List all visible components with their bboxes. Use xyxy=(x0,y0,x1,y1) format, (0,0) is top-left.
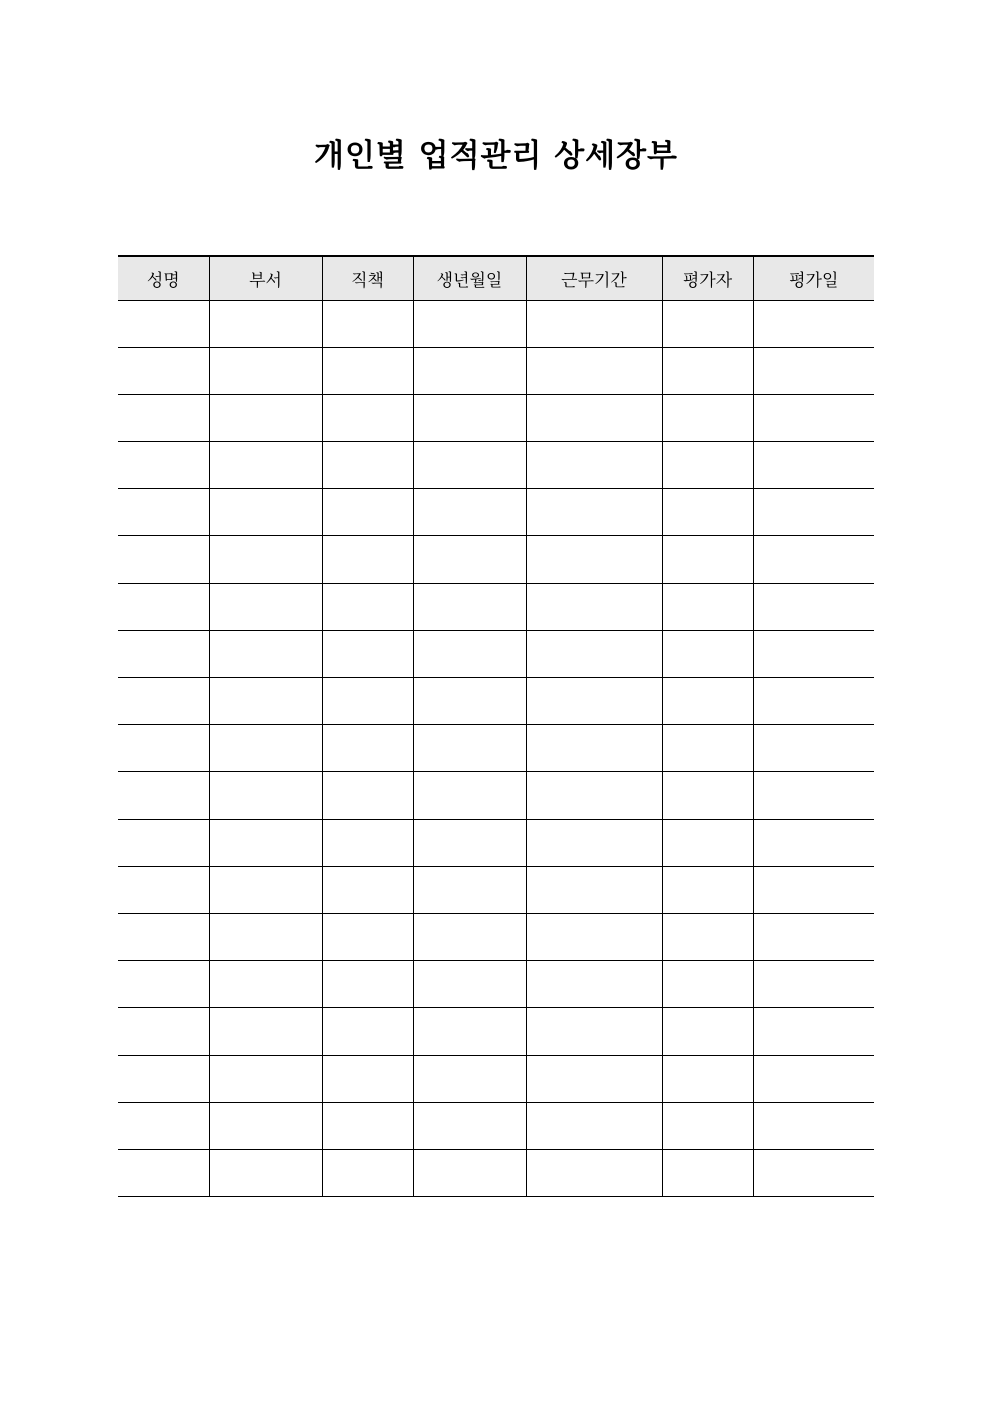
cell-evaluator[interactable] xyxy=(662,1055,753,1102)
table-row xyxy=(118,489,874,536)
header-department: 부서 xyxy=(209,256,322,300)
table-row xyxy=(118,772,874,819)
header-position: 직책 xyxy=(322,256,413,300)
cell-service-period[interactable] xyxy=(526,1102,662,1149)
cell-name[interactable] xyxy=(118,489,209,536)
table-row xyxy=(118,913,874,960)
cell-service-period[interactable] xyxy=(526,347,662,394)
cell-name[interactable] xyxy=(118,961,209,1008)
cell-department[interactable] xyxy=(209,630,322,677)
cell-department[interactable] xyxy=(209,489,322,536)
cell-name[interactable] xyxy=(118,536,209,583)
cell-department[interactable] xyxy=(209,819,322,866)
cell-name[interactable] xyxy=(118,1102,209,1149)
table-row xyxy=(118,394,874,441)
cell-birthdate[interactable] xyxy=(413,678,526,725)
cell-evaluator[interactable] xyxy=(662,394,753,441)
table-row xyxy=(118,630,874,677)
cell-position[interactable] xyxy=(322,1102,413,1149)
cell-evaluation-date[interactable] xyxy=(753,489,874,536)
table-row xyxy=(118,1149,874,1196)
cell-position[interactable] xyxy=(322,961,413,1008)
cell-department[interactable] xyxy=(209,347,322,394)
cell-name[interactable] xyxy=(118,442,209,489)
cell-evaluator[interactable] xyxy=(662,300,753,347)
cell-department[interactable] xyxy=(209,442,322,489)
cell-position[interactable] xyxy=(322,347,413,394)
cell-department[interactable] xyxy=(209,1055,322,1102)
cell-name[interactable] xyxy=(118,630,209,677)
header-service-period: 근무기간 xyxy=(526,256,662,300)
cell-birthdate[interactable] xyxy=(413,961,526,1008)
cell-service-period[interactable] xyxy=(526,913,662,960)
cell-evaluator[interactable] xyxy=(662,866,753,913)
cell-service-period[interactable] xyxy=(526,630,662,677)
cell-birthdate[interactable] xyxy=(413,1149,526,1196)
header-evaluator: 평가자 xyxy=(662,256,753,300)
cell-service-period[interactable] xyxy=(526,1008,662,1055)
cell-evaluation-date[interactable] xyxy=(753,442,874,489)
cell-name[interactable] xyxy=(118,347,209,394)
table-row xyxy=(118,1008,874,1055)
cell-position[interactable] xyxy=(322,913,413,960)
header-birthdate: 생년월일 xyxy=(413,256,526,300)
cell-department[interactable] xyxy=(209,1149,322,1196)
cell-service-period[interactable] xyxy=(526,1055,662,1102)
cell-birthdate[interactable] xyxy=(413,489,526,536)
cell-name[interactable] xyxy=(118,300,209,347)
cell-birthdate[interactable] xyxy=(413,913,526,960)
cell-birthdate[interactable] xyxy=(413,819,526,866)
cell-birthdate[interactable] xyxy=(413,1055,526,1102)
table-row xyxy=(118,678,874,725)
table-row xyxy=(118,725,874,772)
cell-evaluator[interactable] xyxy=(662,678,753,725)
cell-evaluation-date[interactable] xyxy=(753,1008,874,1055)
cell-name[interactable] xyxy=(118,819,209,866)
cell-position[interactable] xyxy=(322,583,413,630)
cell-position[interactable] xyxy=(322,489,413,536)
cell-name[interactable] xyxy=(118,772,209,819)
cell-evaluator[interactable] xyxy=(662,913,753,960)
cell-department[interactable] xyxy=(209,1008,322,1055)
page-title: 개인별 업적관리 상세장부 xyxy=(314,138,678,174)
table-row xyxy=(118,536,874,583)
header-row xyxy=(118,256,874,300)
header-name: 성명 xyxy=(118,256,209,300)
cell-evaluation-date[interactable] xyxy=(753,678,874,725)
cell-evaluator[interactable] xyxy=(662,961,753,1008)
cell-department[interactable] xyxy=(209,394,322,441)
table-row xyxy=(118,442,874,489)
cell-evaluator[interactable] xyxy=(662,725,753,772)
cell-name[interactable] xyxy=(118,725,209,772)
cell-evaluator[interactable] xyxy=(662,489,753,536)
cell-position[interactable] xyxy=(322,536,413,583)
cell-department[interactable] xyxy=(209,583,322,630)
cell-department[interactable] xyxy=(209,725,322,772)
performance-ledger-table xyxy=(118,255,874,1197)
cell-birthdate[interactable] xyxy=(413,1102,526,1149)
cell-name[interactable] xyxy=(118,1055,209,1102)
cell-position[interactable] xyxy=(322,1149,413,1196)
cell-position[interactable] xyxy=(322,394,413,441)
cell-evaluation-date[interactable] xyxy=(753,394,874,441)
cell-service-period[interactable] xyxy=(526,583,662,630)
cell-name[interactable] xyxy=(118,583,209,630)
cell-birthdate[interactable] xyxy=(413,347,526,394)
cell-service-period[interactable] xyxy=(526,489,662,536)
cell-service-period[interactable] xyxy=(526,678,662,725)
cell-birthdate[interactable] xyxy=(413,630,526,677)
cell-birthdate[interactable] xyxy=(413,394,526,441)
cell-service-period[interactable] xyxy=(526,866,662,913)
cell-name[interactable] xyxy=(118,1008,209,1055)
cell-birthdate[interactable] xyxy=(413,583,526,630)
cell-position[interactable] xyxy=(322,630,413,677)
table-row xyxy=(118,961,874,1008)
cell-name[interactable] xyxy=(118,866,209,913)
cell-evaluator[interactable] xyxy=(662,1008,753,1055)
cell-evaluation-date[interactable] xyxy=(753,866,874,913)
cell-position[interactable] xyxy=(322,772,413,819)
cell-evaluation-date[interactable] xyxy=(753,772,874,819)
table-row xyxy=(118,583,874,630)
cell-position[interactable] xyxy=(322,1055,413,1102)
cell-position[interactable] xyxy=(322,300,413,347)
table-row xyxy=(118,300,874,347)
cell-name[interactable] xyxy=(118,394,209,441)
cell-evaluator[interactable] xyxy=(662,442,753,489)
cell-birthdate[interactable] xyxy=(413,442,526,489)
cell-evaluation-date[interactable] xyxy=(753,300,874,347)
cell-evaluation-date[interactable] xyxy=(753,961,874,1008)
cell-birthdate[interactable] xyxy=(413,1008,526,1055)
cell-position[interactable] xyxy=(322,725,413,772)
cell-evaluation-date[interactable] xyxy=(753,1149,874,1196)
cell-department[interactable] xyxy=(209,300,322,347)
cell-position[interactable] xyxy=(322,678,413,725)
cell-service-period[interactable] xyxy=(526,819,662,866)
cell-birthdate[interactable] xyxy=(413,300,526,347)
cell-evaluation-date[interactable] xyxy=(753,536,874,583)
cell-evaluation-date[interactable] xyxy=(753,1055,874,1102)
cell-evaluator[interactable] xyxy=(662,772,753,819)
table-row xyxy=(118,819,874,866)
cell-position[interactable] xyxy=(322,1008,413,1055)
cell-service-period[interactable] xyxy=(526,442,662,489)
cell-evaluator[interactable] xyxy=(662,819,753,866)
cell-birthdate[interactable] xyxy=(413,536,526,583)
table-row xyxy=(118,1102,874,1149)
cell-service-period[interactable] xyxy=(526,300,662,347)
cell-service-period[interactable] xyxy=(526,961,662,1008)
cell-department[interactable] xyxy=(209,1102,322,1149)
table-row xyxy=(118,1055,874,1102)
cell-department[interactable] xyxy=(209,866,322,913)
cell-service-period[interactable] xyxy=(526,1149,662,1196)
cell-evaluation-date[interactable] xyxy=(753,583,874,630)
cell-birthdate[interactable] xyxy=(413,772,526,819)
cell-department[interactable] xyxy=(209,536,322,583)
cell-position[interactable] xyxy=(322,442,413,489)
cell-name[interactable] xyxy=(118,1149,209,1196)
table-row xyxy=(118,866,874,913)
cell-evaluation-date[interactable] xyxy=(753,913,874,960)
cell-evaluation-date[interactable] xyxy=(753,1102,874,1149)
cell-department[interactable] xyxy=(209,961,322,1008)
cell-position[interactable] xyxy=(322,819,413,866)
cell-service-period[interactable] xyxy=(526,536,662,583)
header-evaluation-date: 평가일 xyxy=(753,256,874,300)
cell-birthdate[interactable] xyxy=(413,725,526,772)
cell-position[interactable] xyxy=(322,866,413,913)
cell-name[interactable] xyxy=(118,678,209,725)
cell-department[interactable] xyxy=(209,913,322,960)
table-row xyxy=(118,347,874,394)
cell-evaluator[interactable] xyxy=(662,536,753,583)
cell-department[interactable] xyxy=(209,678,322,725)
cell-evaluator[interactable] xyxy=(662,630,753,677)
cell-evaluation-date[interactable] xyxy=(753,630,874,677)
cell-service-period[interactable] xyxy=(526,772,662,819)
cell-evaluation-date[interactable] xyxy=(753,819,874,866)
cell-department[interactable] xyxy=(209,772,322,819)
cell-evaluator[interactable] xyxy=(662,1102,753,1149)
cell-evaluator[interactable] xyxy=(662,583,753,630)
cell-evaluator[interactable] xyxy=(662,347,753,394)
cell-evaluation-date[interactable] xyxy=(753,347,874,394)
cell-birthdate[interactable] xyxy=(413,866,526,913)
cell-evaluation-date[interactable] xyxy=(753,725,874,772)
cell-service-period[interactable] xyxy=(526,725,662,772)
cell-service-period[interactable] xyxy=(526,394,662,441)
cell-name[interactable] xyxy=(118,913,209,960)
cell-evaluator[interactable] xyxy=(662,1149,753,1196)
